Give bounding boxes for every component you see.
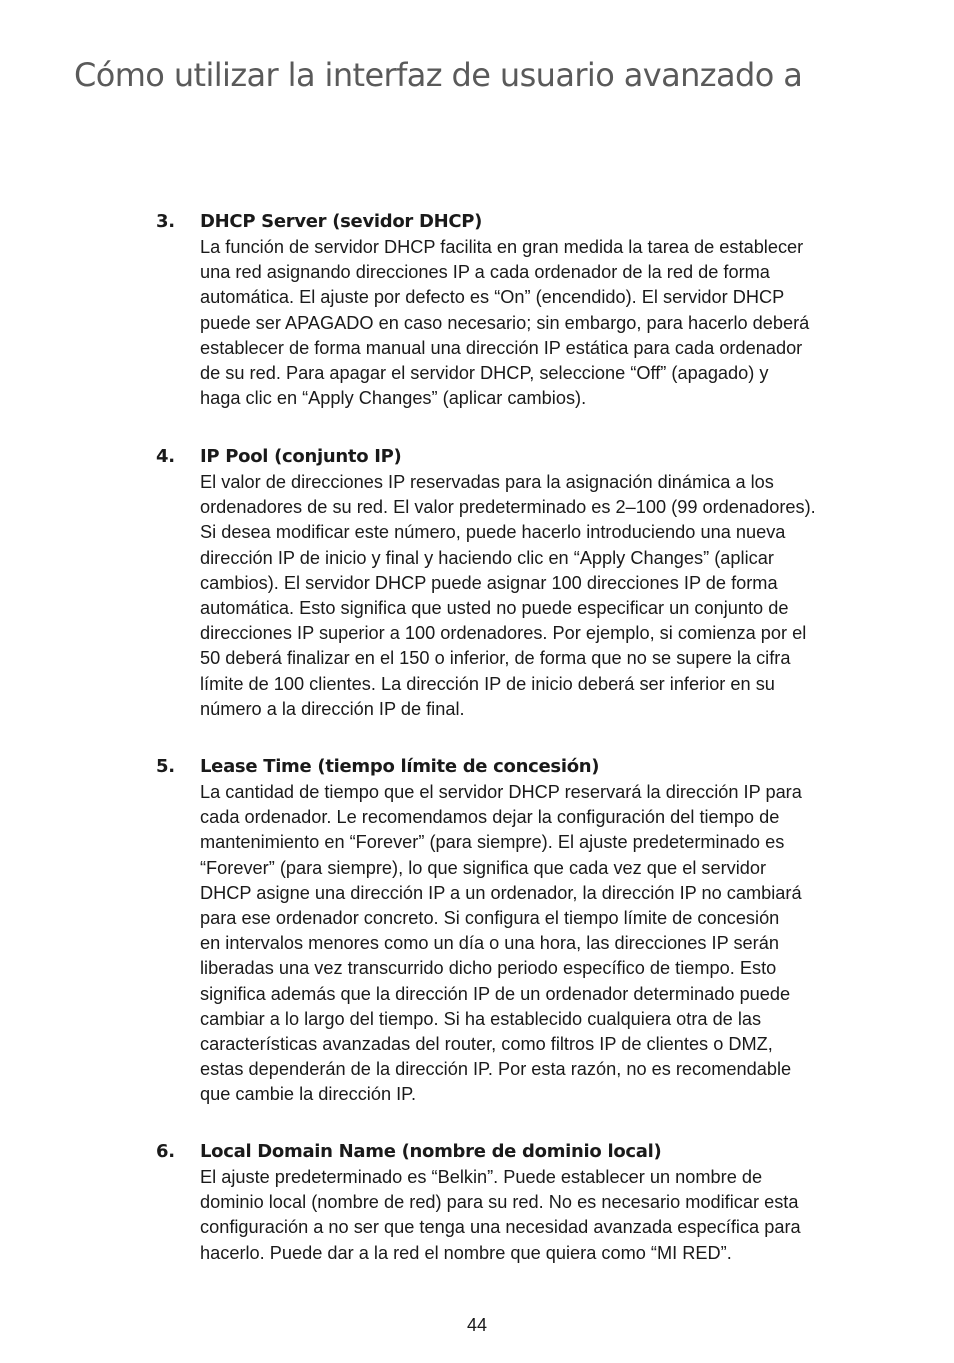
section-title: Lease Time (tiempo límite de concesión) bbox=[200, 756, 600, 777]
body-line: dirección IP de inicio y final y haciendo clic en “Apply Changes” (aplicar bbox=[200, 547, 774, 568]
section-heading bbox=[156, 753, 896, 781]
body-line: puede ser APAGADO en caso necesario; sin embargo, para hacerlo deberá bbox=[200, 312, 810, 333]
body-line: El valor de direcciones IP reservadas para la asignación dinámica a los bbox=[200, 472, 774, 492]
body-line: DHCP asigne una dirección IP a un ordenador, la dirección IP no cambiará bbox=[200, 882, 802, 903]
body-line: mantenimiento en “Forever” (para siempre). El ajuste predeterminado es bbox=[200, 832, 785, 853]
section-heading bbox=[156, 443, 896, 471]
body-line: “Forever” (para siempre), lo que significa que cada vez que el servidor bbox=[200, 857, 767, 878]
body-line: que cambie la dirección IP. bbox=[200, 1084, 417, 1105]
body-line: haga clic en “Apply Changes” (aplicar cambios). bbox=[200, 388, 587, 409]
section-title: IP Pool (conjunto IP) bbox=[200, 446, 402, 467]
body-line: cambiar a lo largo del tiempo. Si ha establecido cualquiera otra de las bbox=[200, 1008, 762, 1029]
body-line: estas dependerán de la dirección IP. Por esta razón, no es recomendable bbox=[200, 1059, 792, 1080]
body-line: configuración a no ser que tenga una necesidad avanzada específica para bbox=[200, 1217, 801, 1238]
body-line: para ese ordenador concreto. Si configura el tiempo límite de concesión bbox=[200, 908, 780, 929]
body-line: cada ordenador. Le recomendamos dejar la configuración del tiempo de bbox=[200, 807, 780, 828]
body-line: La cantidad de tiempo que el servidor DHCP reservará la dirección IP para bbox=[200, 782, 802, 802]
section-heading bbox=[156, 1138, 896, 1166]
body-line: una red asignando direcciones IP a cada ordenador de la red de forma bbox=[200, 262, 770, 283]
section-number: 3. bbox=[156, 211, 175, 232]
body-line: en intervalos menores como un día o una hora, las direcciones IP serán bbox=[200, 933, 779, 954]
section-title: DHCP Server (sevidor DHCP) bbox=[200, 211, 483, 232]
section-title: Local Domain Name (nombre de dominio local) bbox=[200, 1141, 662, 1162]
body-line: de su red. Para apagar el servidor DHCP, seleccione “Off” (apagado) y bbox=[200, 363, 769, 384]
page-number: 44 bbox=[466, 1315, 488, 1335]
section-body bbox=[200, 235, 900, 411]
section-heading bbox=[156, 208, 896, 236]
section-number: 4. bbox=[156, 446, 175, 467]
section-body bbox=[200, 470, 900, 722]
body-line: El ajuste predeterminado es “Belkin”. Puede establecer un nombre de bbox=[200, 1167, 763, 1187]
section-ip-pool bbox=[156, 443, 896, 722]
body-line: ordenadores de su red. El valor predeterminado es 2–100 (99 ordenadores). bbox=[200, 497, 816, 518]
body-line: establecer de forma manual una dirección IP estática para cada ordenador bbox=[200, 337, 803, 358]
section-body bbox=[200, 1165, 900, 1266]
section-lease-time bbox=[156, 753, 896, 1108]
section-body bbox=[200, 780, 900, 1108]
body-line: características avanzadas del router, como filtros IP de clientes o DMZ, bbox=[200, 1034, 773, 1055]
body-line: automática. El ajuste por defecto es “On” (encendido). El servidor DHCP bbox=[200, 287, 785, 308]
body-line: significa además que la dirección IP de un ordenador determinado puede bbox=[200, 983, 791, 1004]
section-dhcp-server bbox=[156, 208, 896, 411]
body-line: hacerlo. Puede dar a la red el nombre que quiera como “MI RED”. bbox=[200, 1242, 732, 1263]
body-line: Si desea modificar este número, puede hacerlo introduciendo una nueva bbox=[200, 522, 786, 543]
body-line: dominio local (nombre de red) para su red. No es necesario modificar esta bbox=[200, 1192, 799, 1213]
body-line: automática. Esto significa que usted no puede especificar un conjunto de bbox=[200, 598, 789, 619]
body-line: número a la dirección IP de final. bbox=[200, 698, 465, 719]
body-line: 50 deberá finalizar en el 150 o inferior, de forma que no se supere la cifra bbox=[200, 648, 791, 669]
body-line: liberadas una vez transcurrido dicho periodo específico de tiempo. Esto bbox=[200, 958, 777, 979]
page-title: Cómo utilizar la interfaz de usuario avanzado a bbox=[74, 56, 803, 94]
body-line: cambios). El servidor DHCP puede asignar 100 direcciones IP de forma bbox=[200, 572, 778, 593]
body-line: límite de 100 clientes. La dirección IP de inicio deberá ser inferior en su bbox=[200, 673, 775, 694]
body-line: direcciones IP superior a 100 ordenadores. Por ejemplo, si comienza por el bbox=[200, 623, 807, 644]
section-number: 5. bbox=[156, 756, 175, 777]
body-line: La función de servidor DHCP facilita en gran medida la tarea de establecer bbox=[200, 237, 804, 257]
section-local-domain-name bbox=[156, 1138, 896, 1266]
section-number: 6. bbox=[156, 1141, 175, 1162]
